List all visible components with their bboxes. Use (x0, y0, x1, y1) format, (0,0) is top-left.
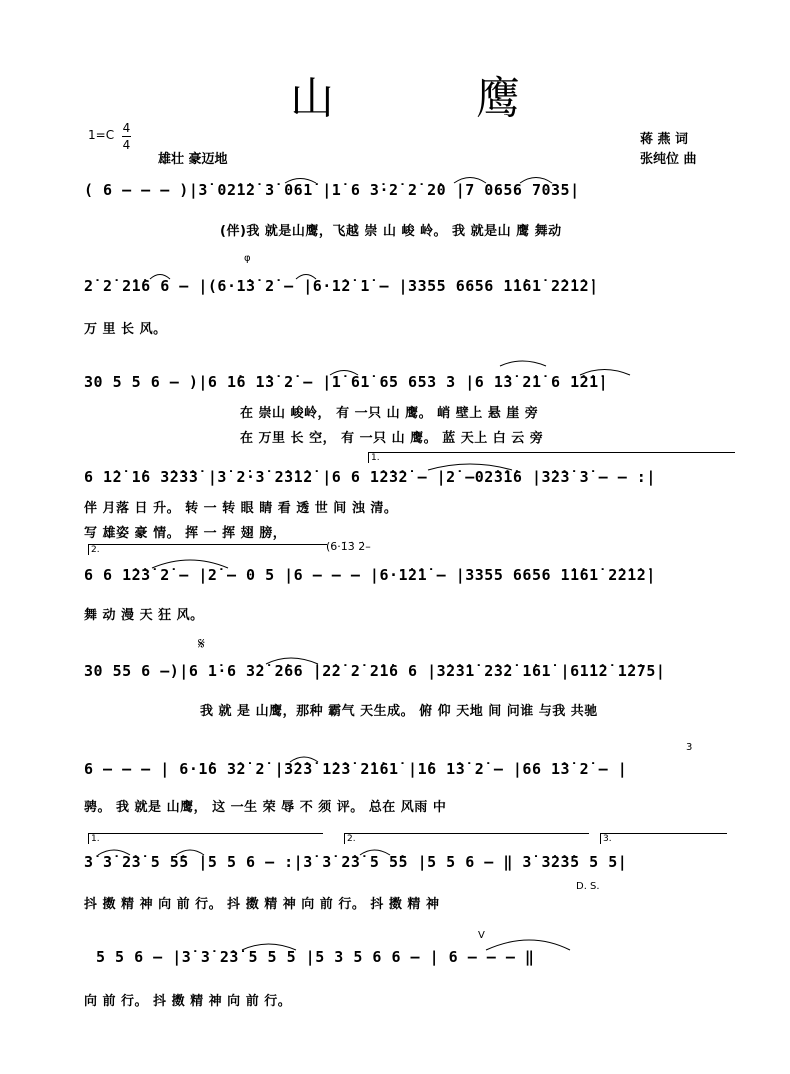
notation-line-8: 3̇ 3̇ 2̇3̇ 5 5̇5 |5 5 6 – :|3̇ 3̇ 2̇3̇ 5 5̇5 |5 5 6 – ‖ 3̇ 3̇2̇3̇5 5 5| (84, 853, 628, 871)
notation-line-3: 30 5 5 6 – )|6 1̇6 1̇3̇ 2̇ – |1̇ 61̇ 65 653 3 |6 1̇3̇ 2̇1̇ 6 1̇2̇1̇| (84, 373, 609, 391)
volta-ending-2: 2. (344, 833, 589, 844)
notation-line-9: 5 5 6 – |3̇ 3̇ 2̇3̇ 5 5 5 |5 3 5 6 6 – | 6 – – – ‖ (96, 948, 535, 966)
breath-mark: V (478, 930, 485, 941)
lyric-line-7: 骋。 我 就是 山鹰， 这 一生 荣 辱 不 须 评。 总在 风雨 中 (84, 800, 447, 815)
lyric-line-6: 我 就 是 山鹰，那种 霸气 天生成。 俯 仰 天地 间 问谁 与我 共驰 (200, 704, 598, 719)
dal-segno-mark: D. S. (576, 881, 600, 892)
notation-line-4: 6 1̇2̇ 1̇6 3̇2̇3̇3̇ |3̇ 2̇·3̇ 2̇3̇1̇2̇ |6 6 1̇2̇3̇2̇ – |2̇ –02̇3̇1̇6 |3̇2̇3̇ 3̇ – – :| (84, 468, 656, 486)
segno-mark: 𝄋 (198, 634, 205, 653)
coda-mark: φ (244, 253, 251, 264)
notation-line-2: 2̇ 2̇ 2̇1̇6 6 – |(6·1̇3̇ 2̇ – |6·1̇2̇ 1̇ – |3355 6656 1̇1̇61̇ 2̇2̇1̇2̇| (84, 277, 599, 295)
meter-top: 4 (122, 121, 131, 135)
slur (500, 361, 546, 366)
lyric-line-1: (伴)我 就是山鹰，飞越 崇 山 峻 岭。 我 就是山 鹰 舞动 (220, 224, 562, 239)
meter-bottom: 4 (122, 138, 131, 152)
triplet-mark: 3 (686, 742, 693, 753)
lyricist-credit: 蒋 燕 词 (640, 132, 689, 147)
key-signature: 1=C (88, 128, 115, 142)
volta-second-ending: 2. (88, 544, 327, 555)
lyric-line-2: 万 里 长 风。 (84, 322, 167, 337)
expression-marking: 雄壮 豪迈地 (158, 152, 228, 167)
page-title: 山 鹰 (290, 73, 584, 124)
notation-line-1: ( 6 – – – )|3̇ 02̇1̇2̇ 3̇ 061̇ |1̇ 6 3̇·2̇ 2̇ 2̇0 |7 0656 7035| (84, 181, 580, 199)
lyric-line-3a: 在 崇山 峻岭， 有 一只 山 鹰。 峭 壁上 悬 崖 旁 (240, 406, 539, 421)
lyric-line-8: 抖 擞 精 神 向 前 行。 抖 擞 精 神 向 前 行。 抖 擞 精 神 (84, 897, 440, 912)
intro-phrase-mark: (6·1̇3̇ 2̇– (326, 540, 371, 553)
volta-ending-1: 1. (88, 833, 323, 844)
lyric-line-3b: 在 万里 长 空， 有 一只 山 鹰。 蓝 天上 白 云 旁 (240, 431, 544, 446)
volta-ending-3: 3. (600, 833, 727, 844)
time-signature (122, 120, 131, 153)
volta-first-ending: 1. (368, 452, 735, 463)
lyric-line-4b: 写 雄姿 豪 情。 挥 一 挥 翅 膀， (84, 526, 287, 541)
notation-line-7: 6 – – – | 6·1̇6 3̇2̇ 2̇ |3̇2̇3̇ 1̇2̇3̇ 2̇1̇61̇ |1̇6 1̇3̇ 2̇ – |66 1̇3̇ 2̇ – | (84, 760, 628, 778)
lyric-line-5: 舞 动 漫 天 狂 风。 (84, 608, 204, 623)
notation-line-6: 30 55 6 –)|6 1̇·6 3̇2̇ 2̇66 |2̇2̇ 2̇ 2̇1̇6 6 |3̇2̇3̇1̇ 2̇3̇2̇ 1̇61̇ |61̇1̇2̇ 1̇2̇75| (84, 662, 666, 680)
notation-line-5: 6 6 1̇2̇3̇ 2̇ – |2̇ – 0 5 |6 – – – |6·1̇2̇1̇ – |3355 6656 1̇1̇61̇ 2̇2̇1̇2̇| (84, 566, 656, 584)
lyric-line-9: 向 前 行。 抖 擞 精 神 向 前 行。 (84, 994, 292, 1009)
composer-credit: 张纯位 曲 (640, 152, 697, 167)
lyric-line-4a: 伴 月落 日 升。 转 一 转 眼 睛 看 透 世 间 浊 清。 (84, 501, 398, 516)
